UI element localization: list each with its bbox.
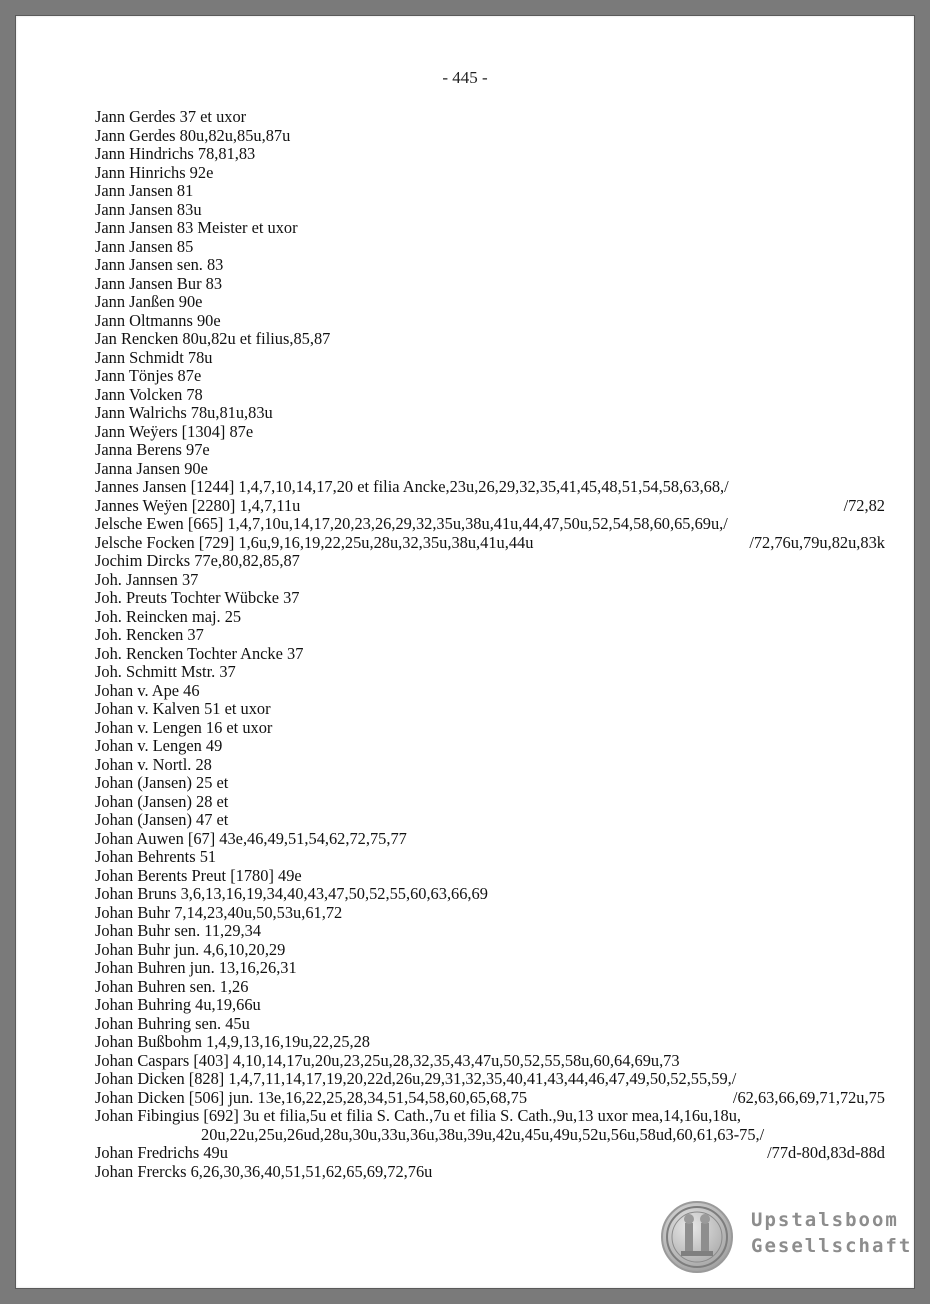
- publisher-name-line2: Gesellschaft: [751, 1235, 913, 1257]
- index-entry: [95, 867, 885, 886]
- entry-text: Jann Gerdes 80u,82u,85u,87u: [95, 125, 291, 145]
- entry-text: Johan v. Lengen 16 et uxor: [95, 717, 273, 737]
- index-entry: [95, 1015, 885, 1034]
- index-entry: [95, 959, 885, 978]
- index-entry: [95, 830, 885, 849]
- entry-text: Johan Buhring 4u,19,66u: [95, 995, 261, 1014]
- index-entry: [95, 774, 885, 793]
- entry-text: Jann Jansen 81: [95, 181, 194, 200]
- entry-text: Joh. Jannsen 37: [95, 569, 199, 589]
- index-entry: [95, 478, 885, 497]
- index-entry: [95, 441, 885, 460]
- entry-continuation-right: /62,63,66,69,71,72u,75: [732, 1087, 885, 1107]
- entry-text: Jann Tönjes 87e: [95, 366, 202, 385]
- index-entry: [95, 663, 885, 682]
- index-entry: [95, 682, 885, 701]
- index-entry: [95, 1052, 885, 1071]
- index-entry: [95, 996, 885, 1015]
- index-entry: [95, 127, 885, 146]
- publisher-logo: [661, 1201, 911, 1276]
- entry-text: Johan Fredrichs 49u: [95, 1143, 228, 1162]
- entry-text: 20u,22u,25u,26ud,28u,30u,33u,36u,38u,39u,42u,45u,49u,52u,56u,58ud,60,61,63-75,/: [201, 1124, 765, 1144]
- entry-text: Janna Jansen 90e: [95, 458, 208, 478]
- index-entry: [95, 349, 885, 368]
- index-entry: [95, 1107, 885, 1126]
- index-entry: [95, 534, 885, 553]
- index-entry: [95, 312, 885, 331]
- entry-text: Johan Behrents 51: [95, 847, 217, 866]
- index-entry: [95, 182, 885, 201]
- entry-text: Jochim Dircks 77e,80,82,85,87: [95, 551, 300, 570]
- entry-text: Janna Berens 97e: [95, 440, 210, 459]
- publisher-name-line1: Upstalsboom: [751, 1209, 899, 1231]
- index-entry: [95, 700, 885, 719]
- index-entry: [95, 848, 885, 867]
- index-entry: [95, 626, 885, 645]
- entry-continuation-right: /77d-80d,83d-88d: [767, 1143, 885, 1162]
- entry-continuation-right: /72,82: [843, 495, 885, 515]
- entry-text: Jelsche Ewen [665] 1,4,7,10u,14,17,20,23,26,29,32,35u,38u,41u,44,47,50u,52,54,58,60,65,69u,/: [95, 514, 728, 533]
- entry-text: Johan (Jansen) 47 et: [95, 810, 229, 829]
- entry-text: Jann Jansen 85: [95, 236, 194, 256]
- index-entry: [95, 1070, 885, 1089]
- index-entry: [95, 1089, 885, 1108]
- index-entry: [95, 275, 885, 294]
- index-entry: [95, 238, 885, 257]
- entry-text: Joh. Preuts Tochter Wübcke 37: [95, 588, 300, 607]
- entry-text: Johan Fibingius [692] 3u et filia,5u et filia S. Cath.,7u et filia S. Cath.,9u,13 uxor mea,14,16u,18u,: [95, 1106, 741, 1125]
- index-entry: [95, 941, 885, 960]
- index-entry: [95, 811, 885, 830]
- entry-text: Johan Buhren jun. 13,16,26,31: [95, 958, 297, 977]
- publisher-name: [751, 1207, 912, 1259]
- entry-text: Jann Jansen 83 Meister et uxor: [95, 218, 298, 237]
- entry-text: Johan Caspars [403] 4,10,14,17u,20u,23,25u,28,32,35,43,47u,50,52,55,58u,60,64,69u,73: [95, 1050, 680, 1070]
- entry-text: Jann Jansen 83u: [95, 199, 202, 219]
- index-entry: [95, 645, 885, 664]
- entry-text: Johan Dicken [506] jun. 13e,16,22,25,28,34,51,54,58,60,65,68,75: [95, 1087, 528, 1107]
- entry-text: Joh. Rencken Tochter Ancke 37: [95, 643, 304, 663]
- entry-text: Jann Oltmanns 90e: [95, 310, 221, 330]
- entry-text: Jann Hinrichs 92e: [95, 162, 214, 182]
- index-entry: [95, 108, 885, 127]
- index-entry: [95, 719, 885, 738]
- entry-text: Jann Jansen Bur 83: [95, 273, 223, 293]
- index-entry: [95, 1033, 885, 1052]
- entry-text: Joh. Reincken maj. 25: [95, 606, 242, 626]
- index-entry: [95, 737, 885, 756]
- entry-text: Johan v. Ape 46: [95, 680, 200, 700]
- index-entry: [95, 885, 885, 904]
- index-entry: [95, 201, 885, 220]
- index-entry: [95, 1163, 885, 1182]
- entry-text: Johan Bußbohm 1,4,9,13,16,19u,22,25,28: [95, 1032, 370, 1051]
- index-entry: [95, 608, 885, 627]
- entry-text: Jann Janßen 90e: [95, 292, 203, 311]
- entry-text: Jannes Weÿen [2280] 1,4,7,11u: [95, 495, 301, 515]
- index-entry: [95, 515, 885, 534]
- index-entry: [95, 330, 885, 349]
- entry-text: Jelsche Focken [729] 1,6u,9,16,19,22,25u,28u,32,35u,38u,41u,44u: [95, 532, 534, 552]
- index-entry: [95, 978, 885, 997]
- index-entry: [95, 904, 885, 923]
- entry-text: Johan Buhr 7,14,23,40u,50,53u,61,72: [95, 902, 343, 922]
- index-entry: [95, 552, 885, 571]
- index-entry: [95, 793, 885, 812]
- entry-text: Johan Auwen [67] 43e,46,49,51,54,62,72,75,77: [95, 828, 407, 848]
- index-entry: [95, 589, 885, 608]
- entry-text: Jann Volcken 78: [95, 384, 203, 404]
- entry-text: Johan Buhr sen. 11,29,34: [95, 921, 262, 940]
- entry-text: Jann Schmidt 78u: [95, 347, 213, 367]
- upstalsboom-seal-icon: [661, 1201, 733, 1273]
- entry-text: Johan Berents Preut [1780] 49e: [95, 865, 302, 885]
- entry-text: Joh. Rencken 37: [95, 625, 204, 644]
- entry-text: Johan Buhren sen. 1,26: [95, 976, 249, 996]
- entry-continuation-right: /72,76u,79u,82u,83k: [749, 532, 885, 552]
- name-index-list: [95, 108, 885, 1181]
- index-entry: [95, 460, 885, 479]
- entry-text: Johan (Jansen) 28 et: [95, 791, 229, 811]
- index-entry: [95, 386, 885, 405]
- index-entry: [95, 423, 885, 442]
- index-entry: [95, 756, 885, 775]
- index-entry: [95, 256, 885, 275]
- index-entry: [95, 1144, 885, 1163]
- entry-text: Johan (Jansen) 25 et: [95, 773, 229, 792]
- entry-text: Johan Buhr jun. 4,6,10,20,29: [95, 939, 286, 959]
- index-entry: [95, 922, 885, 941]
- index-entry: [95, 145, 885, 164]
- entry-text: Jann Jansen sen. 83: [95, 255, 224, 274]
- index-entry: [95, 571, 885, 590]
- entry-text: Johan v. Lengen 49: [95, 736, 223, 755]
- index-entry: [95, 497, 885, 516]
- entry-text: Jann Weÿers [1304] 87e: [95, 421, 254, 441]
- document-page: [15, 15, 915, 1289]
- entry-text: Johan Dicken [828] 1,4,7,11,14,17,19,20,22d,26u,29,31,32,35,40,41,43,44,46,47,49,50,52,55,59,/: [95, 1069, 737, 1088]
- index-entry: [95, 164, 885, 183]
- entry-text: Jann Hindrichs 78,81,83: [95, 144, 256, 163]
- entry-text: Jann Gerdes 37 et uxor: [95, 107, 247, 126]
- page-number: - 445 -: [442, 68, 488, 87]
- entry-text: Johan v. Kalven 51 et uxor: [95, 699, 271, 718]
- entry-text: Johan Frercks 6,26,30,36,40,51,51,62,65,69,72,76u: [95, 1161, 433, 1181]
- entry-text: Johan v. Nortl. 28: [95, 754, 212, 774]
- index-entry: [95, 219, 885, 238]
- entry-text: Jan Rencken 80u,82u et filius,85,87: [95, 329, 331, 348]
- index-entry: [95, 293, 885, 312]
- entry-text: Jannes Jansen [1244] 1,4,7,10,14,17,20 et filia Ancke,23u,26,29,32,35,41,45,48,51,54,58,63,68,/: [95, 477, 729, 496]
- entry-text: Jann Walrichs 78u,81u,83u: [95, 403, 273, 422]
- index-entry: [95, 367, 885, 386]
- entry-text: Johan Bruns 3,6,13,16,19,34,40,43,47,50,52,55,60,63,66,69: [95, 884, 488, 903]
- index-entry: [95, 404, 885, 423]
- entry-text: Joh. Schmitt Mstr. 37: [95, 662, 236, 681]
- index-entry-continuation: [95, 1126, 885, 1145]
- entry-text: Johan Buhring sen. 45u: [95, 1013, 250, 1033]
